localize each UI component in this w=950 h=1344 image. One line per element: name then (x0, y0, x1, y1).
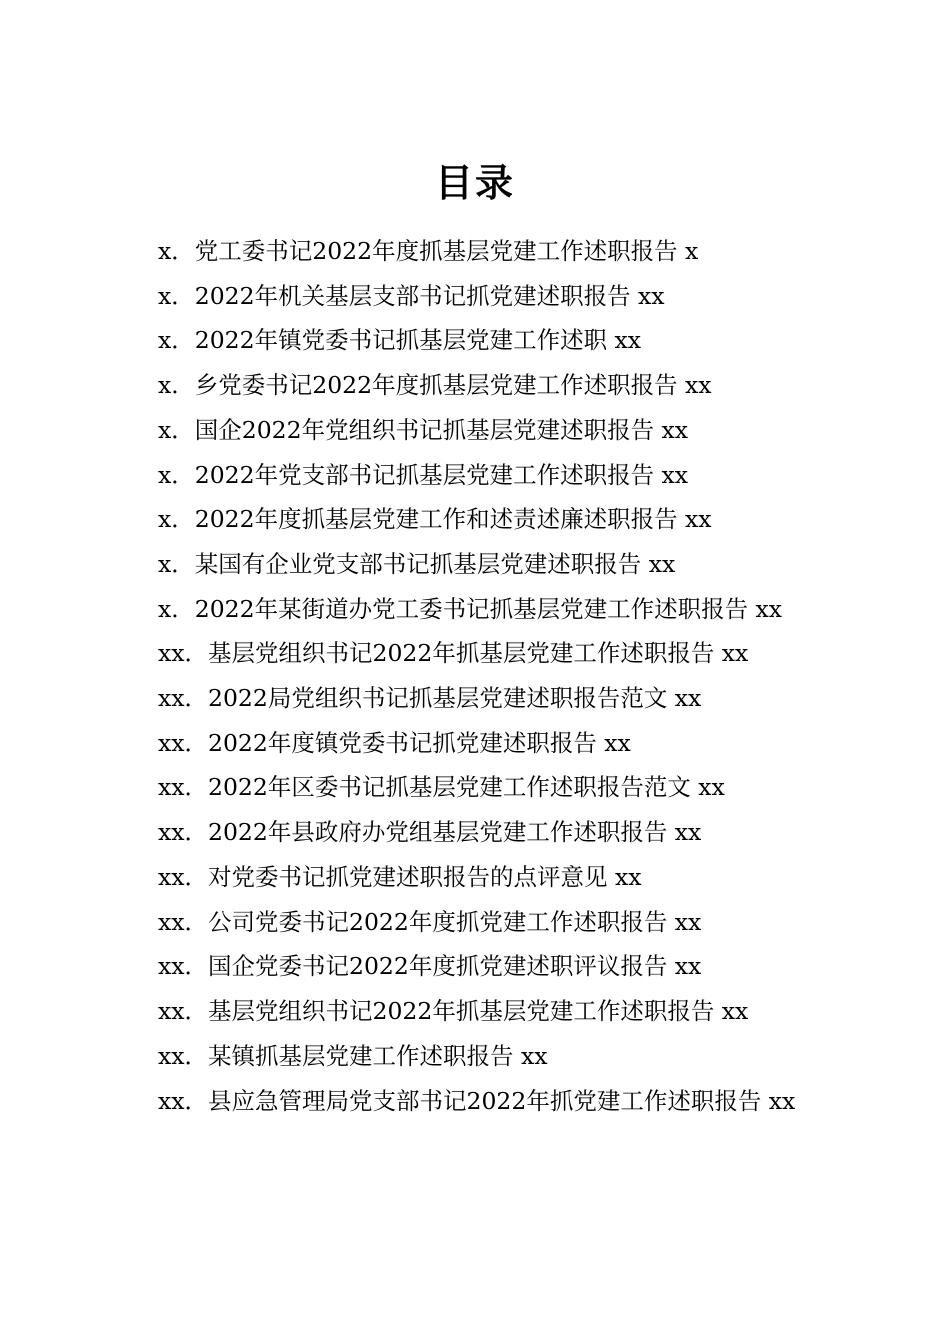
toc-entry[interactable] (118, 363, 838, 408)
toc-entry-text: 2022年度镇党委书记抓党建述职报告 xx (208, 728, 631, 757)
toc-entry[interactable] (118, 765, 838, 810)
toc-entry[interactable] (118, 631, 838, 676)
toc-entry[interactable] (118, 676, 838, 721)
toc-entry-number: x． (158, 505, 195, 534)
toc-entry-text: 对党委书记抓党建述职报告的点评意见 xx (208, 862, 642, 891)
toc-entry[interactable] (118, 1078, 838, 1124)
toc-entry-text: 基层党组织书记2022年抓基层党建工作述职报告 xx (208, 996, 749, 1025)
toc-entry-text: 县应急管理局党支部书记2022年抓党建工作述职报告 xx (208, 1087, 796, 1116)
page-title: 目录 (434, 160, 515, 206)
toc-entry[interactable] (118, 408, 838, 453)
toc-entry-text: 乡党委书记2022年度抓基层党建工作述职报告 xx (194, 371, 712, 400)
toc-entry-number: xx． (158, 862, 209, 891)
toc-entry-text: 某国有企业党支部书记抓基层党建述职报告 xx (194, 549, 676, 578)
toc-entry[interactable] (118, 542, 838, 587)
toc-entry-number: xx． (158, 952, 209, 981)
toc-entry-number: xx． (158, 818, 209, 847)
toc-entry[interactable] (118, 453, 838, 498)
toc-entry[interactable] (118, 944, 838, 989)
toc-entry-text: 某镇抓基层党建工作述职报告 xx (208, 1041, 548, 1070)
toc-entry-number: xx． (158, 1041, 209, 1070)
toc-entry[interactable] (118, 1034, 838, 1079)
toc-entry[interactable] (118, 900, 838, 945)
toc-entry-number: xx． (158, 728, 209, 757)
toc-entry-number: xx． (158, 1087, 209, 1116)
toc-entry[interactable] (118, 587, 838, 632)
toc-entry[interactable] (118, 989, 838, 1034)
toc-entry[interactable] (118, 318, 838, 363)
toc-entry[interactable] (118, 229, 838, 274)
toc-entry[interactable] (118, 810, 838, 855)
toc-entry-text: 国企党委书记2022年度抓党建述职评议报告 xx (208, 952, 702, 981)
toc-entry-text: 2022年镇党委书记抓基层党建工作述职 xx (194, 326, 642, 355)
toc-entry-text: 2022年某街道办党工委书记抓基层党建工作述职报告 xx (194, 594, 783, 623)
toc-entry-text: 2022年党支部书记抓基层党建工作述职报告 xx (194, 460, 689, 489)
toc-entry-number: x． (158, 281, 195, 310)
toc-entry-text: 国企2022年党组织书记抓基层党建述职报告 xx (194, 415, 689, 444)
toc-entry-number: xx． (158, 639, 209, 668)
toc-entry-text: 2022年机关基层支部书记抓党建述职报告 xx (194, 281, 665, 310)
toc-entry-number: x． (158, 371, 195, 400)
toc-entry-number: x． (158, 326, 195, 355)
toc-entry-text: 2022局党组织书记抓基层党建述职报告范文 xx (208, 684, 702, 713)
toc-entry-text: 2022年区委书记抓基层党建工作述职报告范文 xx (208, 773, 725, 802)
toc-entry-number: xx． (158, 773, 209, 802)
toc-entry-number: x． (158, 549, 195, 578)
toc-entry-text: 2022年县政府办党组基层党建工作述职报告 xx (208, 818, 702, 847)
toc-entry-text: 2022年度抓基层党建工作和述责述廉述职报告 xx (194, 505, 712, 534)
toc-entry[interactable] (118, 721, 838, 766)
toc-entry-number: x． (158, 237, 195, 265)
toc-entry[interactable] (118, 274, 838, 319)
toc-entry-number: xx． (158, 907, 209, 936)
toc-entry[interactable] (118, 497, 838, 542)
table-of-contents (118, 229, 838, 1124)
toc-entry-text: 公司党委书记2022年度抓党建工作述职报告 xx (208, 907, 702, 936)
toc-entry-text: 基层党组织书记2022年抓基层党建工作述职报告 xx (208, 639, 749, 668)
toc-entry-number: x． (158, 460, 195, 489)
toc-entry-text: 党工委书记2022年度抓基层党建工作述职报告 x (194, 237, 699, 265)
toc-entry-number: x． (158, 594, 195, 623)
toc-entry[interactable] (118, 855, 838, 900)
toc-entry-number: xx． (158, 684, 209, 713)
toc-entry-number: x． (158, 415, 195, 444)
toc-entry-number: xx． (158, 996, 209, 1025)
